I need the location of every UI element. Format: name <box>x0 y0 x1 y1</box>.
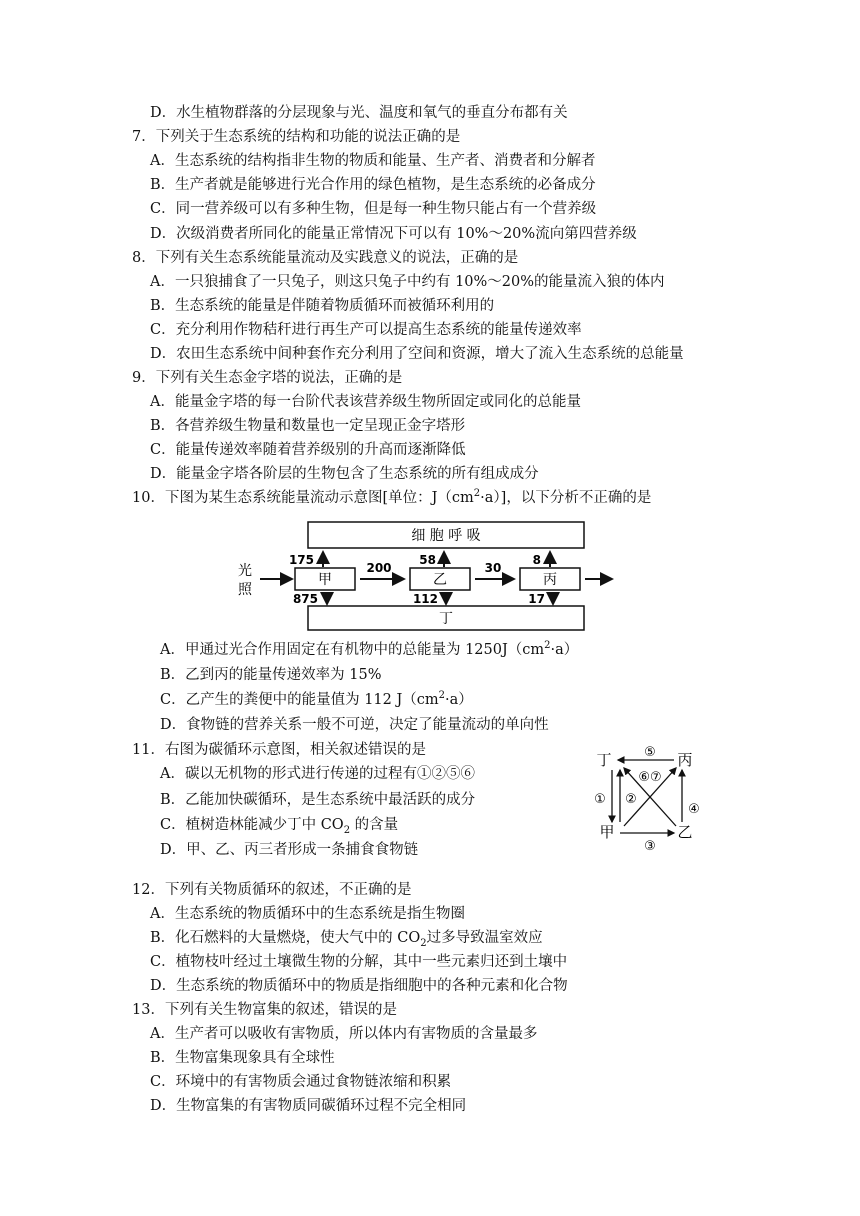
q10-option-a: A．甲通过光合作用固定在有机物中的总能量为 $1250J(cm^2\cdot a)$ <box>160 640 579 658</box>
node-bing-label: 丙 <box>543 572 557 588</box>
up-value-jia: 175 <box>288 553 314 567</box>
light-label-2: 照 <box>238 582 252 598</box>
q6-option-d: D．水生植物群落的分层现象与光、温度和氧气的垂直分布都有关 <box>150 105 568 121</box>
q7-option-b: B．生产者就是能够进行光合作用的绿色植物，是生态系统的必备成分 <box>150 177 596 193</box>
q8-option-a: A．一只狼捕食了一只兔子，则这只兔子中约有 10%～20%的能量流入狼的体内 <box>150 274 665 290</box>
node-yi-label: 乙 <box>433 572 447 588</box>
q13-option-a: A．生产者可以吸收有害物质，所以体内有害物质的含量最多 <box>150 1026 538 1042</box>
q9-option-d: D．能量金字塔各阶层的生物包含了生态系统的所有组成成分 <box>150 466 539 482</box>
q7-option-c: C．同一营养级可以有多种生物，但是每一种生物只能占有一个营养级 <box>150 201 597 217</box>
decomposer-label: 丁 <box>439 611 453 627</box>
q12-option-d: D．生态系统的物质循环中的物质是指细胞中的各种元素和化合物 <box>150 978 568 994</box>
q8-option-c: C．充分利用作物秸秆进行再生产可以提高生态系统的能量传递效率 <box>150 322 582 338</box>
q11-option-a: A．碳以无机物的形式进行传递的过程有①②⑤⑥ <box>160 766 475 782</box>
q12-stem: 12．下列有关物质循环的叙述，不正确的是 <box>132 882 412 898</box>
q12-option-c: C．植物枝叶经过土壤微生物的分解，其中一些元素归还到土壤中 <box>150 954 568 970</box>
q12-option-a: A．生态系统的物质循环中的生态系统是指生物圈 <box>150 906 465 922</box>
q9-option-b: B．各营养级生物量和数量也一定呈现正金字塔形 <box>150 418 466 434</box>
respiration-label: 细 胞 呼 吸 <box>411 528 481 544</box>
q10-option-b: B．乙到丙的能量传递效率为 15% <box>160 667 382 683</box>
down-value-jia: 875 <box>292 592 318 606</box>
q8-option-d: D．农田生态系统中间种套作充分利用了空间和资源，增大了流入生态系统的总能量 <box>150 346 684 362</box>
q13-option-d: D．生物富集的有害物质同碳循环过程不完全相同 <box>150 1098 467 1114</box>
carbon-label-1: ① <box>594 792 606 807</box>
light-label-1: 光 <box>238 563 252 579</box>
carbon-node-bing: 丙 <box>677 751 693 769</box>
q7-option-d: D．次级消费者所同化的能量正常情况下可以有 10%～20%流向第四营养级 <box>150 226 637 242</box>
q8-option-b: B．生态系统的能量是伴随着物质循环而被循环利用的 <box>150 298 495 314</box>
up-value-bing: 8 <box>532 553 541 567</box>
q7-stem: 7．下列关于生态系统的结构和功能的说法正确的是 <box>132 129 461 145</box>
q8-stem: 8．下列有关生态系统能量流动及实践意义的说法，正确的是 <box>132 250 519 266</box>
q7-option-a: A．生态系统的结构指非生物的物质和能量、生产者、消费者和分解者 <box>150 153 596 169</box>
carbon-label-4: ④ <box>688 802 700 817</box>
energy-flow-diagram <box>230 518 630 634</box>
carbon-node-jia: 甲 <box>599 823 615 841</box>
down-value-yi: 112 <box>412 592 438 606</box>
q12-option-b: B．化石燃料的大量燃烧，使大气中的 $CO_2$过多导致温室效应 <box>150 930 543 949</box>
carbon-label-67: ⑥⑦ <box>638 770 662 785</box>
flow-value-jia-yi: 200 <box>366 561 392 575</box>
q11-stem: 11．右图为碳循环示意图，相关叙述错误的是 <box>132 742 426 758</box>
up-value-yi: 58 <box>419 553 436 567</box>
q11-option-d: D．甲、乙、丙三者形成一条捕食食物链 <box>160 842 419 858</box>
carbon-node-yi: 乙 <box>677 823 693 841</box>
carbon-cycle-diagram <box>590 738 720 856</box>
carbon-label-5: ⑤ <box>644 745 656 760</box>
q13-option-b: B．生物富集现象具有全球性 <box>150 1050 335 1066</box>
down-value-bing: 17 <box>528 592 545 606</box>
q10-stem: 10．下图为某生态系统能量流动示意图[单位：$J(cm^2\cdot a)$]，以下分析不正确的是 <box>132 488 652 506</box>
q10-option-d: D．食物链的营养关系一般不可逆，决定了能量流动的单向性 <box>160 717 549 733</box>
q9-option-c: C．能量传递效率随着营养级别的升高而逐渐降低 <box>150 442 466 458</box>
node-jia-label: 甲 <box>318 572 332 588</box>
q10-option-c: C．乙产生的粪便中的能量值为 112 $J(cm^2\cdot a)$ <box>160 690 473 708</box>
q9-stem: 9．下列有关生态金字塔的说法，正确的是 <box>132 370 403 386</box>
q13-option-c: C．环境中的有害物质会通过食物链浓缩和积累 <box>150 1074 452 1090</box>
q13-stem: 13．下列有关生物富集的叙述，错误的是 <box>132 1002 397 1018</box>
q11-option-b: B．乙能加快碳循环，是生态系统中最活跃的成分 <box>160 792 476 808</box>
carbon-node-ding: 丁 <box>596 751 612 769</box>
flow-value-yi-bing: 30 <box>484 561 502 575</box>
q9-option-a: A．能量金字塔的每一台阶代表该营养级生物所固定或同化的总能量 <box>150 394 581 410</box>
carbon-label-3: ③ <box>644 839 656 854</box>
q11-option-c: C．植树造林能减少丁中 $CO_2$ 的含量 <box>160 817 399 836</box>
carbon-label-2: ② <box>625 792 637 807</box>
